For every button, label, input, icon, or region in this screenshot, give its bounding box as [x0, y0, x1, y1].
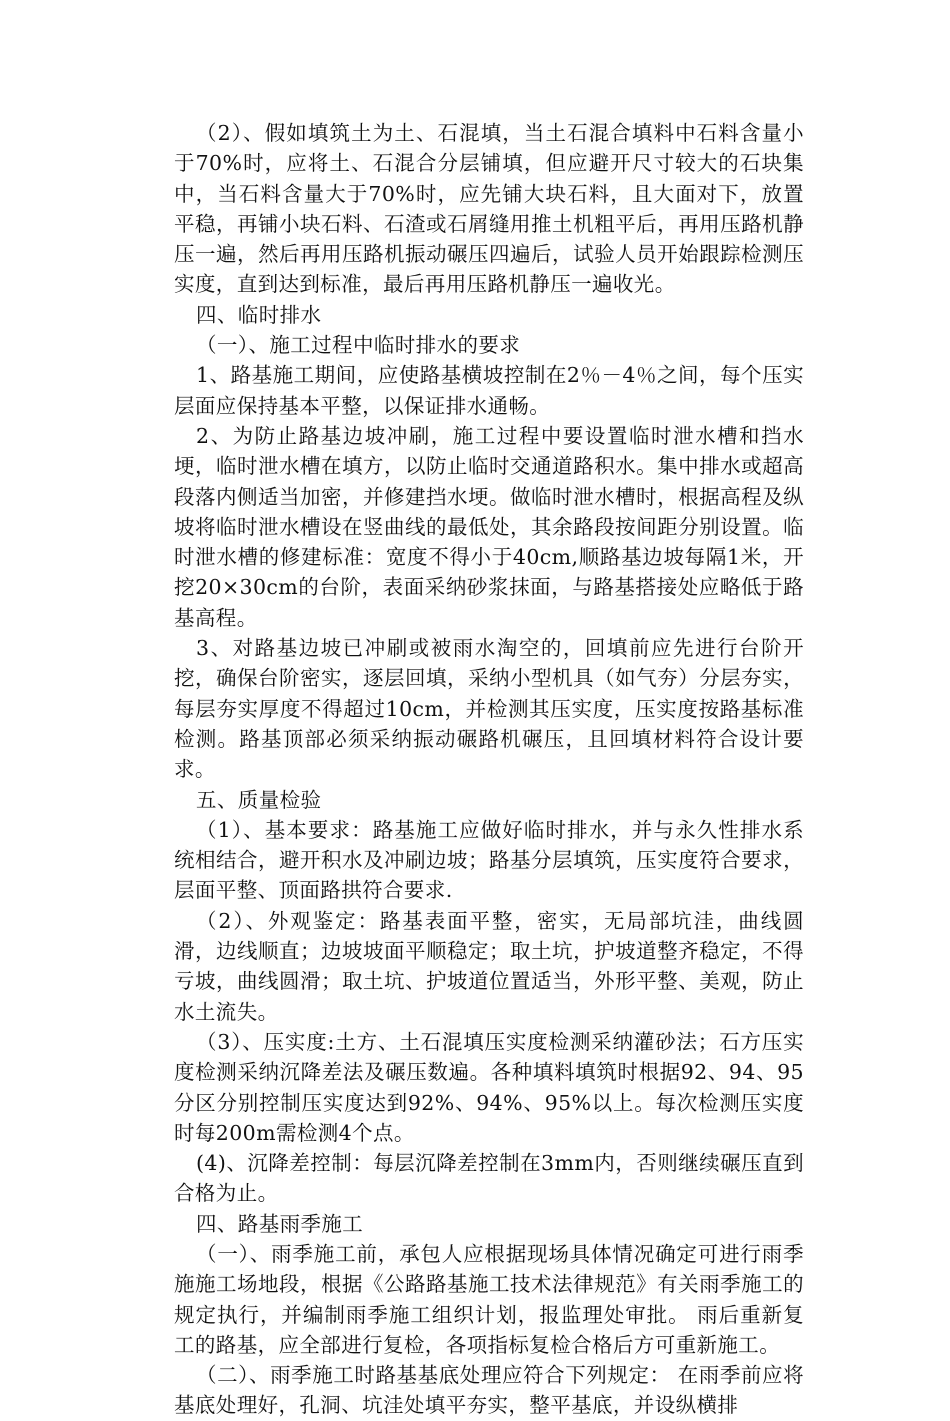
subheading-drainage-requirements: （一）、施工过程中临时排水的要求 [196, 333, 521, 358]
paragraph-compaction: （3）、压实度:土方、土石混填压实度检测采纳灌砂法；石方压实度检测采纳沉降差法及碾压数遍。各种填料填筑时根据92、94、95分区分别控制压实度达到92%、94%、95%以上。每次检测压实度时每200m需检测4个点。 [174, 1029, 804, 1145]
paragraph-slope-backfill: 3、对路基边坡已冲刷或被雨水淘空的，回填前应先进行台阶开挖，确保台阶密实，逐层回填，采纳小型机具（如气夯）分层夯实，每层夯实厚度不得超过10cm，并检测其压实度，压实度按路基标准检测。路基顶部必须采纳振动碾路机碾压，且回填材料符合设计要求。 [174, 636, 804, 782]
document-body [174, 118, 804, 1421]
heading-quality-inspection: 五、质量检验 [196, 787, 322, 812]
paragraph-settlement-control: (4)、沉降差控制：每层沉降差控制在3mm内，否则继续碾压直到合格为止。 [174, 1151, 804, 1206]
heading-temporary-drainage: 四、临时排水 [196, 302, 322, 327]
paragraph-fill-mixed-soil-rock: （2）、假如填筑土为土、石混填，当土石混合填料中石料含量小于70%时，应将土、石混合分层铺填，但应避开尺寸较大的石块集中，当石料含量大于70%时，应先铺大块石料，且大面对下，放置平稳，再铺小块石料、石渣或石屑缝用推土机粗平后，再用压路机静压一遍，然后再用压路机振动碾压四遍后，试验人员开始跟踪检测压实度，直到达到标准，最后再用压路机静压一遍收光。 [174, 121, 804, 297]
paragraph-basic-requirements: （1）、基本要求：路基施工应做好临时排水，并与永久性排水系统相结合，避开积水及冲刷边坡；路基分层填筑，压实度符合要求，层面平整、顶面路拱符合要求. [174, 817, 804, 903]
paragraph-slope-protection: 2、为防止路基边坡冲刷，施工过程中要设置临时泄水槽和挡水埂，临时泄水槽在填方，以防止临时交通道路积水。集中排水或超高段落内侧适当加密，并修建挡水埂。做临时泄水槽时，根据高程及纵坡将临时泄水槽设在竖曲线的最低处，其余路段按间距分别设置。临时泄水槽的修建标准：宽度不得小于40cm,顺路基边坡每隔1米，开挖20×30cm的台阶，表面采纳砂浆抹面，与路基搭接处应略低于路基高程。 [174, 423, 804, 630]
paragraph-rainy-season-plan: （一）、雨季施工前，承包人应根据现场具体情况确定可进行雨季施施工场地段，根据《公路路基施工技术法律规范》有关雨季施工的规定执行，并编制雨季施工组织计划，报监理处审批。 雨后重新复工的路基，应全部进行复检，各项指标复检合格后方可重新施工。 [174, 1241, 804, 1357]
paragraph-appearance-check: （2）、外观鉴定：路基表面平整，密实，无局部坑洼，曲线圆滑，边线顺直；边坡坡面平顺稳定；取土坑，护坡道整齐稳定，不得亏坡，曲线圆滑；取土坑、护坡道位置适当，外形平整、美观，防止水土流失。 [174, 908, 804, 1024]
paragraph-cross-slope: 1、路基施工期间，应使路基横坡控制在2％－4％之间，每个压实层面应保持基本平整，以保证排水通畅。 [174, 363, 804, 418]
heading-rainy-season: 四、路基雨季施工 [196, 1211, 364, 1236]
paragraph-rainy-season-base: （二）、雨季施工时路基基底处理应符合下列规定： 在雨季前应将基底处理好，孔洞、坑洼处填平夯实，整平基底，并设纵横排 [174, 1363, 804, 1418]
